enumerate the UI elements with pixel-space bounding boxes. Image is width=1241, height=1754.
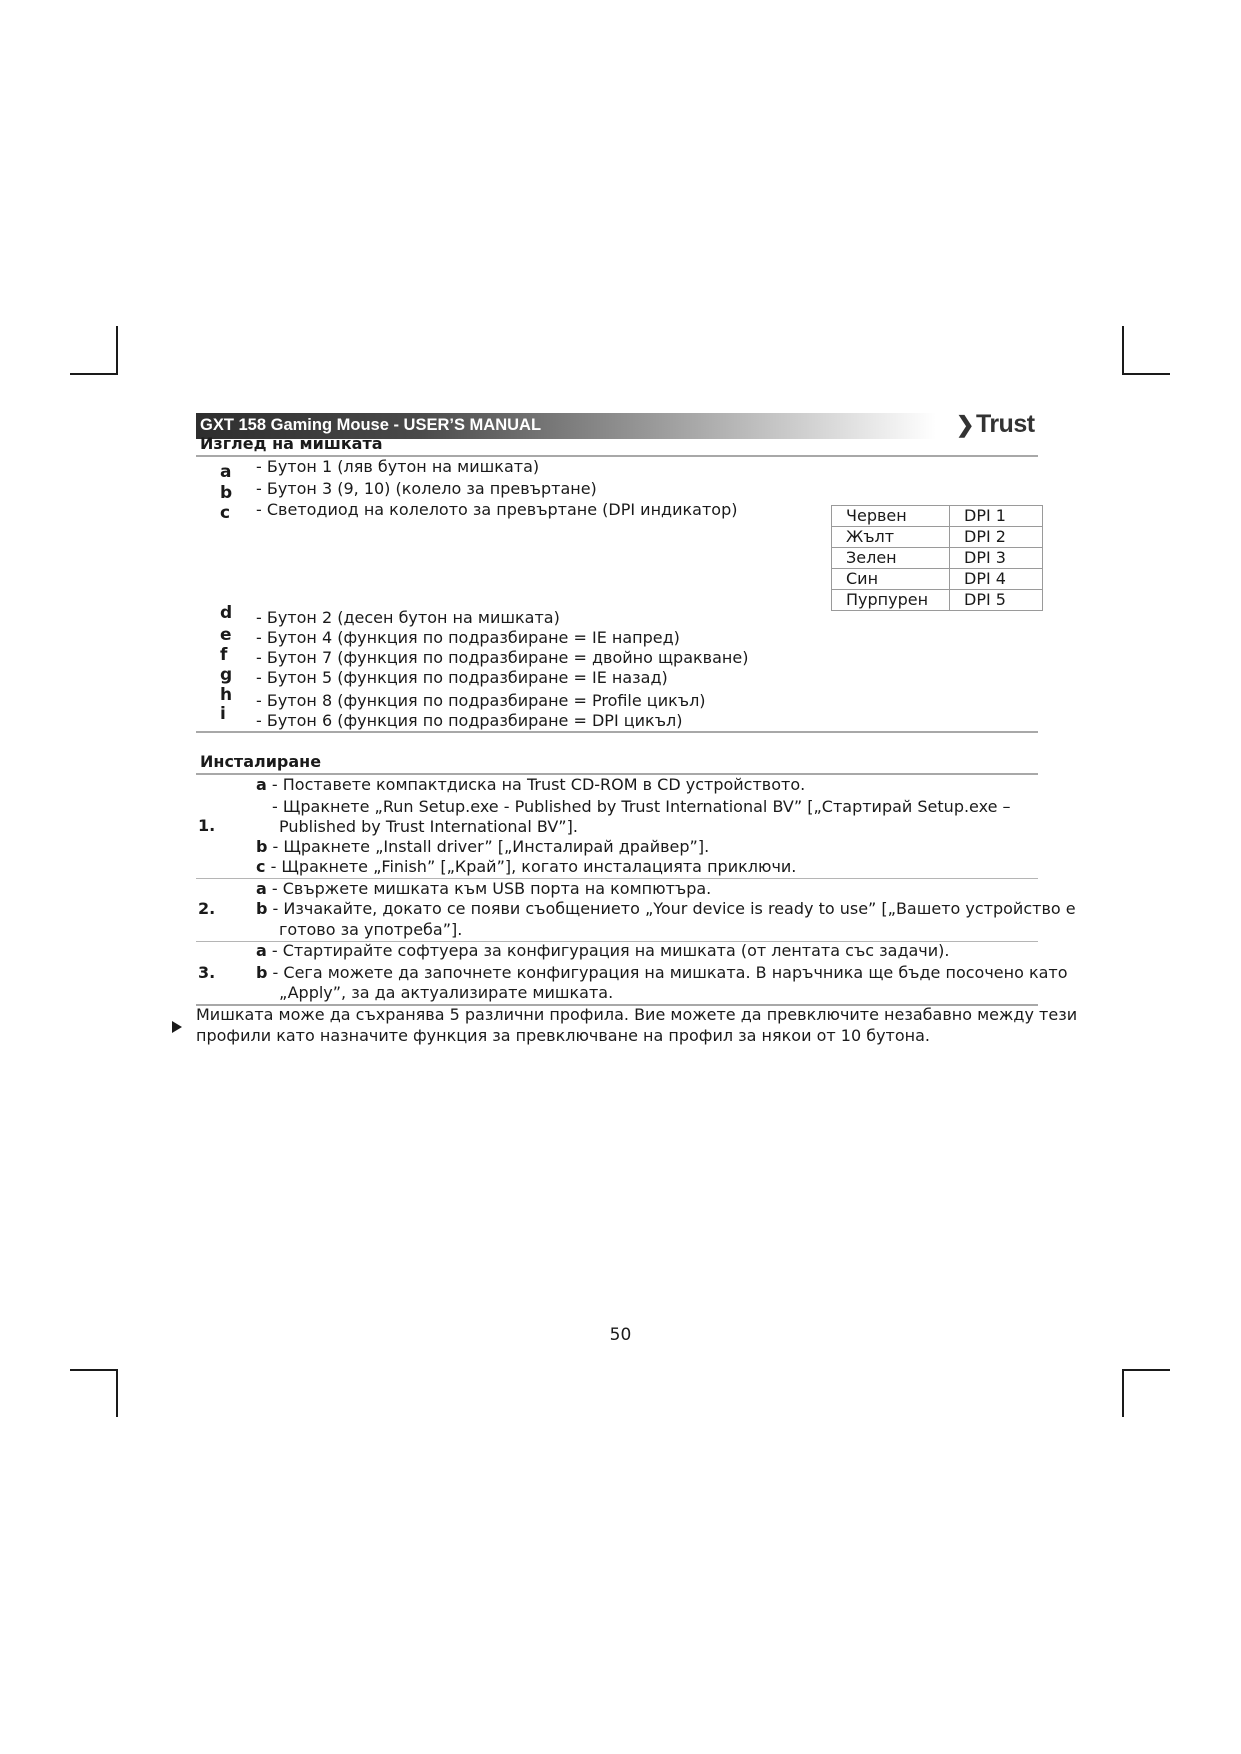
- step-b-line1: [256, 963, 1068, 983]
- led-color: Пурпурен: [832, 590, 950, 611]
- item-text: - Бутон 4 (функция по подразбиране = IE напред): [256, 628, 680, 647]
- step-text: - Стартирайте софтуера за конфигурация на мишката (от лентата със задачи).: [266, 941, 950, 960]
- crop-mark-top-left-h: [70, 373, 118, 375]
- item-text: - Бутон 7 (функция по подразбиране = двойно щракване): [256, 648, 749, 667]
- item-letter: h: [220, 685, 233, 705]
- step-label: a: [256, 879, 267, 898]
- step-b-line2: готово за употреба”].: [279, 920, 463, 939]
- step-number: 2.: [198, 899, 216, 918]
- step-label: c: [256, 857, 266, 876]
- item-letter: c: [220, 503, 231, 523]
- step-number: 1.: [198, 816, 216, 835]
- item-letter: a: [220, 462, 232, 482]
- table-row: [832, 590, 1043, 611]
- dpi-level: DPI 5: [950, 590, 1043, 611]
- item-text: - Светодиод на колелото за превъртане (DPI индикатор): [256, 500, 738, 519]
- item-letter: f: [220, 645, 228, 665]
- dpi-indicator-table: [831, 505, 1043, 611]
- trust-logo-icon: ❯: [956, 412, 974, 437]
- step-text: - Щракнете „Install driver” [„Инсталирай драйвер”].: [267, 837, 710, 856]
- step-label: b: [256, 899, 268, 918]
- item-letter: i: [220, 704, 226, 724]
- step-number: 3.: [198, 963, 216, 982]
- crop-mark-top-left-v: [116, 326, 118, 374]
- table-row: [832, 569, 1043, 590]
- item-text: - Бутон 1 (ляв бутон на мишката): [256, 457, 540, 476]
- step-label: a: [256, 775, 267, 794]
- manual-title: GXT 158 Gaming Mouse - USER’S MANUAL: [200, 416, 542, 434]
- table-row: [832, 527, 1043, 548]
- step-label: b: [256, 837, 268, 856]
- step-text: - Изчакайте, докато се появи съобщението „Your device is ready to use” [„Вашето устройство е: [267, 899, 1076, 918]
- item-letter: g: [220, 665, 233, 685]
- dpi-level: DPI 2: [950, 527, 1043, 548]
- step-a-text: [256, 941, 949, 961]
- step-a2-line2: Published by Trust International BV”].: [279, 817, 578, 836]
- crop-mark-bottom-right-v: [1122, 1369, 1124, 1417]
- crop-mark-bottom-left-h: [70, 1369, 118, 1371]
- crop-mark-top-right-h: [1122, 373, 1170, 375]
- step-a-text: [256, 879, 711, 899]
- led-color: Червен: [832, 506, 950, 527]
- dpi-level: DPI 4: [950, 569, 1043, 590]
- item-text: - Бутон 2 (десен бутон на мишката): [256, 608, 560, 627]
- brand-logo: [956, 410, 1035, 439]
- note-line-1: Мишката може да съхранява 5 различни профила. Вие можете да превключите незабавно между тези: [196, 1005, 1078, 1024]
- page-number: 50: [609, 1325, 632, 1345]
- led-color: Син: [832, 569, 950, 590]
- brand-name: Trust: [975, 410, 1035, 438]
- step-text: - Свържете мишката към USB порта на компютъра.: [266, 879, 712, 898]
- dpi-level: DPI 1: [950, 506, 1043, 527]
- step-a2-line1: - Щракнете „Run Setup.exe - Published by Trust International BV” [„Стартирай Setup.exe –: [272, 797, 1011, 816]
- step-b-text: [256, 837, 709, 857]
- install-title: Инсталиране: [200, 752, 322, 771]
- step-b-line1: [256, 899, 1076, 919]
- item-letter: b: [220, 483, 233, 503]
- item-letter: e: [220, 625, 232, 645]
- step-label: b: [256, 963, 268, 982]
- crop-mark-top-right-v: [1122, 326, 1124, 374]
- item-text: - Бутон 5 (функция по подразбиране = IE назад): [256, 668, 668, 687]
- note-line-2: профили като назначите функция за превключване на профил за някои от 10 бутона.: [196, 1026, 931, 1045]
- item-text: - Бутон 8 (функция по подразбиране = Profile цикъл): [256, 691, 706, 710]
- item-letter: d: [220, 603, 233, 623]
- led-color: Зелен: [832, 548, 950, 569]
- table-row: [832, 548, 1043, 569]
- note-arrow-icon: [172, 1021, 182, 1033]
- crop-mark-bottom-left-v: [116, 1369, 118, 1417]
- step-text: - Щракнете „Finish” [„Край”], когато инсталацията приключи.: [265, 857, 797, 876]
- step-text: - Сега можете да започнете конфигурация на мишката. В наръчника ще бъде посочено като: [267, 963, 1068, 982]
- item-text: - Бутон 6 (функция по подразбиране = DPI цикъл): [256, 711, 683, 730]
- dpi-level: DPI 3: [950, 548, 1043, 569]
- overview-bottom-rule: [196, 731, 1038, 733]
- crop-mark-bottom-right-h: [1122, 1369, 1170, 1371]
- step-c-text: [256, 857, 796, 877]
- step-b-line2: „Apply”, за да актуализирате мишката.: [279, 983, 614, 1002]
- table-row: [832, 506, 1043, 527]
- step-label: a: [256, 941, 267, 960]
- overview-title: Изглед на мишката: [200, 434, 383, 453]
- item-text: - Бутон 3 (9, 10) (колело за превъртане): [256, 479, 597, 498]
- step-text: - Поставете компактдиска на Trust CD-ROM в CD устройството.: [266, 775, 806, 794]
- led-color: Жълт: [832, 527, 950, 548]
- step-a-text: [256, 775, 805, 795]
